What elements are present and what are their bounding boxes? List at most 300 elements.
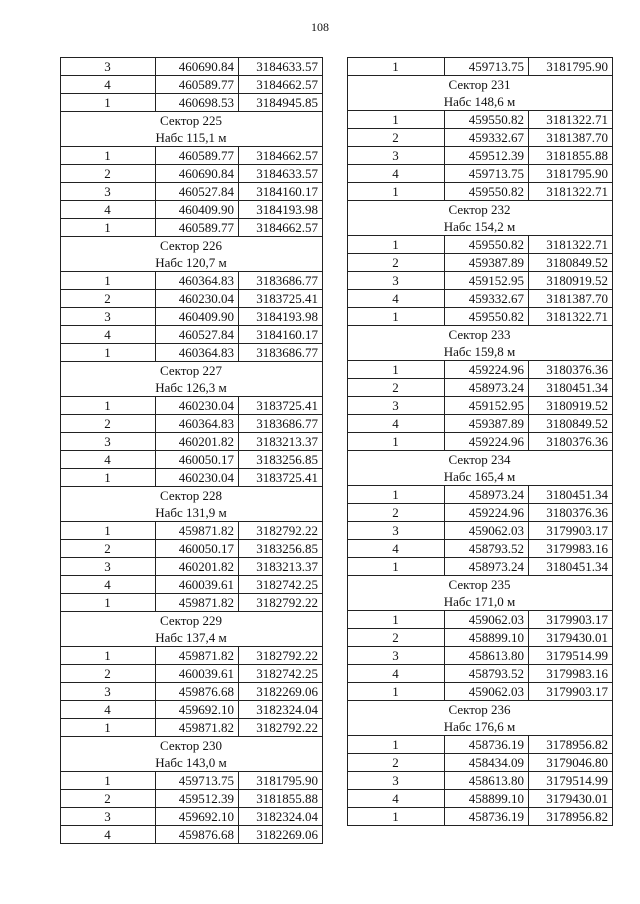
x-coordinate: 459550.82 <box>445 236 529 254</box>
y-coordinate: 3184662.57 <box>239 76 323 94</box>
point-number: 2 <box>61 540 156 558</box>
point-number: 3 <box>348 272 445 290</box>
point-number: 1 <box>348 558 445 576</box>
y-coordinate: 3180376.36 <box>529 504 613 522</box>
x-coordinate: 458613.80 <box>445 772 529 790</box>
point-number: 1 <box>61 522 156 540</box>
sector-title: Сектор 234 <box>348 451 613 469</box>
y-coordinate: 3181795.90 <box>529 165 613 183</box>
table-row <box>61 469 323 487</box>
table-row <box>61 58 323 76</box>
y-coordinate: 3180451.34 <box>529 558 613 576</box>
y-coordinate: 3184662.57 <box>239 219 323 237</box>
x-coordinate: 459550.82 <box>445 111 529 129</box>
table-row <box>61 397 323 415</box>
x-coordinate: 459224.96 <box>445 361 529 379</box>
x-coordinate: 459871.82 <box>156 594 239 612</box>
point-number: 3 <box>348 772 445 790</box>
y-coordinate: 3183725.41 <box>239 290 323 308</box>
point-number: 1 <box>348 808 445 826</box>
point-number: 1 <box>61 344 156 362</box>
y-coordinate: 3179514.99 <box>529 772 613 790</box>
table-row <box>61 76 323 94</box>
y-coordinate: 3183213.37 <box>239 433 323 451</box>
y-coordinate: 3183686.77 <box>239 415 323 433</box>
table-row <box>348 611 613 629</box>
point-number: 1 <box>61 719 156 737</box>
y-coordinate: 3184160.17 <box>239 326 323 344</box>
x-coordinate: 459152.95 <box>445 397 529 415</box>
point-number: 1 <box>348 611 445 629</box>
table-row <box>348 790 613 808</box>
point-number: 2 <box>61 665 156 683</box>
x-coordinate: 458899.10 <box>445 629 529 647</box>
table-row <box>61 558 323 576</box>
sector-title: Сектор 233 <box>348 326 613 344</box>
sector-title: Сектор 229 <box>61 612 323 630</box>
table-row <box>61 272 323 290</box>
y-coordinate: 3179903.17 <box>529 522 613 540</box>
point-number: 2 <box>348 629 445 647</box>
x-coordinate: 460690.84 <box>156 58 239 76</box>
y-coordinate: 3183725.41 <box>239 469 323 487</box>
table-row <box>61 344 323 362</box>
point-number: 1 <box>348 736 445 754</box>
point-number: 4 <box>61 826 156 844</box>
table-row <box>348 754 613 772</box>
y-coordinate: 3184160.17 <box>239 183 323 201</box>
table-row <box>348 165 613 183</box>
point-number: 4 <box>61 326 156 344</box>
table-row <box>61 415 323 433</box>
table-row <box>61 165 323 183</box>
y-coordinate: 3184633.57 <box>239 58 323 76</box>
y-coordinate: 3178956.82 <box>529 808 613 826</box>
table-row <box>348 522 613 540</box>
y-coordinate: 3183256.85 <box>239 451 323 469</box>
table-row <box>348 415 613 433</box>
sector-height: Набс 131,9 м <box>61 504 323 522</box>
y-coordinate: 3183256.85 <box>239 540 323 558</box>
x-coordinate: 459692.10 <box>156 701 239 719</box>
table-row <box>348 308 613 326</box>
sector-height: Набс 126,3 м <box>61 379 323 397</box>
point-number: 1 <box>348 308 445 326</box>
sector-title: Сектор 227 <box>61 362 323 380</box>
y-coordinate: 3181795.90 <box>529 58 613 76</box>
x-coordinate: 459876.68 <box>156 826 239 844</box>
sector-header-row <box>348 326 613 344</box>
table-row <box>61 522 323 540</box>
table-row <box>348 290 613 308</box>
y-coordinate: 3179046.80 <box>529 754 613 772</box>
table-row <box>348 486 613 504</box>
y-coordinate: 3179514.99 <box>529 647 613 665</box>
x-coordinate: 459512.39 <box>156 790 239 808</box>
x-coordinate: 460698.53 <box>156 94 239 112</box>
point-number: 2 <box>348 504 445 522</box>
y-coordinate: 3179983.16 <box>529 665 613 683</box>
sector-header-row <box>348 201 613 219</box>
sector-height-row <box>348 218 613 236</box>
table-row <box>348 665 613 683</box>
table-row <box>348 629 613 647</box>
point-number: 2 <box>348 129 445 147</box>
sector-header-row <box>348 76 613 94</box>
y-coordinate: 3182792.22 <box>239 647 323 665</box>
table-row <box>348 254 613 272</box>
table-row <box>61 183 323 201</box>
x-coordinate: 460527.84 <box>156 326 239 344</box>
x-coordinate: 459062.03 <box>445 522 529 540</box>
sector-height: Набс 159,8 м <box>348 343 613 361</box>
sector-height-row <box>61 379 323 397</box>
x-coordinate: 460589.77 <box>156 76 239 94</box>
y-coordinate: 3181322.71 <box>529 111 613 129</box>
sector-header-row <box>61 737 323 755</box>
point-number: 1 <box>348 486 445 504</box>
point-number: 2 <box>348 754 445 772</box>
x-coordinate: 459224.96 <box>445 504 529 522</box>
table-row <box>348 236 613 254</box>
y-coordinate: 3179983.16 <box>529 540 613 558</box>
x-coordinate: 459152.95 <box>445 272 529 290</box>
point-number: 1 <box>348 361 445 379</box>
table-row <box>61 665 323 683</box>
table-row <box>348 683 613 701</box>
x-coordinate: 459062.03 <box>445 611 529 629</box>
point-number: 1 <box>61 647 156 665</box>
y-coordinate: 3180451.34 <box>529 379 613 397</box>
y-coordinate: 3181322.71 <box>529 183 613 201</box>
y-coordinate: 3182792.22 <box>239 594 323 612</box>
x-coordinate: 458434.09 <box>445 754 529 772</box>
table-row <box>348 183 613 201</box>
page-number: 108 <box>311 20 329 34</box>
table-row <box>61 576 323 594</box>
table-row <box>348 540 613 558</box>
y-coordinate: 3180849.52 <box>529 254 613 272</box>
sector-header-row <box>61 612 323 630</box>
x-coordinate: 459876.68 <box>156 683 239 701</box>
point-number: 2 <box>61 290 156 308</box>
y-coordinate: 3182269.06 <box>239 683 323 701</box>
point-number: 1 <box>61 469 156 487</box>
point-number: 1 <box>61 397 156 415</box>
x-coordinate: 460230.04 <box>156 469 239 487</box>
sector-title: Сектор 230 <box>61 737 323 755</box>
point-number: 3 <box>348 647 445 665</box>
x-coordinate: 460364.83 <box>156 415 239 433</box>
point-number: 4 <box>348 165 445 183</box>
x-coordinate: 458973.24 <box>445 558 529 576</box>
y-coordinate: 3179430.01 <box>529 790 613 808</box>
x-coordinate: 460201.82 <box>156 558 239 576</box>
point-number: 4 <box>348 665 445 683</box>
point-number: 2 <box>61 165 156 183</box>
sector-header-row <box>61 362 323 380</box>
table-row <box>348 111 613 129</box>
table-row <box>348 379 613 397</box>
x-coordinate: 459387.89 <box>445 254 529 272</box>
x-coordinate: 459871.82 <box>156 522 239 540</box>
x-coordinate: 460589.77 <box>156 147 239 165</box>
x-coordinate: 460409.90 <box>156 308 239 326</box>
table-row <box>348 772 613 790</box>
table-row <box>348 504 613 522</box>
point-number: 4 <box>348 290 445 308</box>
y-coordinate: 3178956.82 <box>529 736 613 754</box>
x-coordinate: 458613.80 <box>445 647 529 665</box>
x-coordinate: 459692.10 <box>156 808 239 826</box>
x-coordinate: 460230.04 <box>156 290 239 308</box>
point-number: 3 <box>61 308 156 326</box>
sector-height-row <box>348 468 613 486</box>
x-coordinate: 459713.75 <box>445 165 529 183</box>
y-coordinate: 3182324.04 <box>239 701 323 719</box>
sector-height-row <box>61 129 323 147</box>
y-coordinate: 3183725.41 <box>239 397 323 415</box>
point-number: 1 <box>348 58 445 76</box>
x-coordinate: 459062.03 <box>445 683 529 701</box>
y-coordinate: 3182324.04 <box>239 808 323 826</box>
point-number: 4 <box>61 451 156 469</box>
sector-height: Набс 143,0 м <box>61 754 323 772</box>
table-row <box>61 219 323 237</box>
sector-height: Набс 148,6 м <box>348 93 613 111</box>
point-number: 1 <box>348 183 445 201</box>
y-coordinate: 3181855.88 <box>239 790 323 808</box>
x-coordinate: 460364.83 <box>156 272 239 290</box>
point-number: 3 <box>61 683 156 701</box>
table-row <box>61 808 323 826</box>
sector-title: Сектор 236 <box>348 701 613 719</box>
sector-height: Набс 171,0 м <box>348 593 613 611</box>
point-number: 1 <box>348 433 445 451</box>
table-row <box>61 790 323 808</box>
y-coordinate: 3182742.25 <box>239 576 323 594</box>
sector-height-row <box>61 629 323 647</box>
x-coordinate: 458736.19 <box>445 736 529 754</box>
table-row <box>61 719 323 737</box>
x-coordinate: 459550.82 <box>445 308 529 326</box>
sector-height-row <box>61 754 323 772</box>
x-coordinate: 458973.24 <box>445 379 529 397</box>
x-coordinate: 460364.83 <box>156 344 239 362</box>
y-coordinate: 3184193.98 <box>239 308 323 326</box>
table-row <box>348 647 613 665</box>
point-number: 1 <box>348 683 445 701</box>
point-number: 2 <box>348 254 445 272</box>
sector-height-row <box>348 343 613 361</box>
y-coordinate: 3183686.77 <box>239 344 323 362</box>
x-coordinate: 460039.61 <box>156 665 239 683</box>
point-number: 1 <box>61 594 156 612</box>
x-coordinate: 458793.52 <box>445 665 529 683</box>
y-coordinate: 3180849.52 <box>529 415 613 433</box>
x-coordinate: 459713.75 <box>445 58 529 76</box>
sector-title: Сектор 232 <box>348 201 613 219</box>
table-row <box>61 701 323 719</box>
sector-height: Набс 154,2 м <box>348 218 613 236</box>
y-coordinate: 3182742.25 <box>239 665 323 683</box>
x-coordinate: 460690.84 <box>156 165 239 183</box>
y-coordinate: 3180376.36 <box>529 361 613 379</box>
table-row <box>348 129 613 147</box>
coordinates-table-right <box>347 57 613 826</box>
table-row <box>61 647 323 665</box>
table-row <box>61 433 323 451</box>
sector-height-row <box>61 254 323 272</box>
point-number: 3 <box>61 183 156 201</box>
y-coordinate: 3183213.37 <box>239 558 323 576</box>
x-coordinate: 459512.39 <box>445 147 529 165</box>
table-row <box>61 683 323 701</box>
sector-header-row <box>348 701 613 719</box>
y-coordinate: 3184945.85 <box>239 94 323 112</box>
sector-header-row <box>348 451 613 469</box>
point-number: 2 <box>61 415 156 433</box>
sector-title: Сектор 228 <box>61 487 323 505</box>
x-coordinate: 460409.90 <box>156 201 239 219</box>
y-coordinate: 3181322.71 <box>529 236 613 254</box>
table-row <box>348 808 613 826</box>
point-number: 1 <box>348 111 445 129</box>
x-coordinate: 460050.17 <box>156 540 239 558</box>
table-row <box>61 451 323 469</box>
x-coordinate: 460527.84 <box>156 183 239 201</box>
point-number: 1 <box>61 147 156 165</box>
table-row <box>348 736 613 754</box>
x-coordinate: 459332.67 <box>445 129 529 147</box>
point-number: 4 <box>61 701 156 719</box>
sector-title: Сектор 231 <box>348 76 613 94</box>
point-number: 2 <box>61 790 156 808</box>
point-number: 1 <box>348 236 445 254</box>
y-coordinate: 3182792.22 <box>239 719 323 737</box>
sector-height-row <box>348 593 613 611</box>
y-coordinate: 3181855.88 <box>529 147 613 165</box>
y-coordinate: 3179903.17 <box>529 683 613 701</box>
table-row <box>61 540 323 558</box>
point-number: 1 <box>61 219 156 237</box>
point-number: 1 <box>61 94 156 112</box>
table-row <box>61 308 323 326</box>
y-coordinate: 3180376.36 <box>529 433 613 451</box>
point-number: 1 <box>61 772 156 790</box>
x-coordinate: 458736.19 <box>445 808 529 826</box>
sector-height-row <box>348 718 613 736</box>
sector-height-row <box>61 504 323 522</box>
coordinates-table-left <box>60 57 323 844</box>
y-coordinate: 3182792.22 <box>239 522 323 540</box>
x-coordinate: 460201.82 <box>156 433 239 451</box>
x-coordinate: 459224.96 <box>445 433 529 451</box>
y-coordinate: 3181795.90 <box>239 772 323 790</box>
table-row <box>348 558 613 576</box>
x-coordinate: 460230.04 <box>156 397 239 415</box>
table-row <box>348 361 613 379</box>
table-row <box>61 94 323 112</box>
x-coordinate: 459871.82 <box>156 719 239 737</box>
table-row <box>61 147 323 165</box>
table-row <box>61 594 323 612</box>
sector-header-row <box>348 576 613 594</box>
sector-height-row <box>348 93 613 111</box>
point-number: 3 <box>61 58 156 76</box>
x-coordinate: 460050.17 <box>156 451 239 469</box>
point-number: 3 <box>61 558 156 576</box>
point-number: 3 <box>348 522 445 540</box>
sector-height: Набс 176,6 м <box>348 718 613 736</box>
x-coordinate: 459871.82 <box>156 647 239 665</box>
table-row <box>348 58 613 76</box>
table-row <box>61 826 323 844</box>
x-coordinate: 459387.89 <box>445 415 529 433</box>
point-number: 4 <box>61 201 156 219</box>
x-coordinate: 459713.75 <box>156 772 239 790</box>
x-coordinate: 458793.52 <box>445 540 529 558</box>
x-coordinate: 458899.10 <box>445 790 529 808</box>
sector-height: Набс 120,7 м <box>61 254 323 272</box>
sector-header-row <box>61 487 323 505</box>
table-row <box>348 433 613 451</box>
sector-header-row <box>61 112 323 130</box>
y-coordinate: 3184193.98 <box>239 201 323 219</box>
point-number: 4 <box>348 540 445 558</box>
y-coordinate: 3184633.57 <box>239 165 323 183</box>
point-number: 3 <box>348 147 445 165</box>
table-row <box>61 290 323 308</box>
table-row <box>348 397 613 415</box>
y-coordinate: 3183686.77 <box>239 272 323 290</box>
x-coordinate: 459550.82 <box>445 183 529 201</box>
y-coordinate: 3182269.06 <box>239 826 323 844</box>
table-row <box>348 147 613 165</box>
y-coordinate: 3179903.17 <box>529 611 613 629</box>
x-coordinate: 459332.67 <box>445 290 529 308</box>
sector-height: Набс 115,1 м <box>61 129 323 147</box>
table-row <box>61 201 323 219</box>
sector-title: Сектор 235 <box>348 576 613 594</box>
point-number: 3 <box>61 433 156 451</box>
table-row <box>348 272 613 290</box>
point-number: 3 <box>61 808 156 826</box>
point-number: 3 <box>348 397 445 415</box>
y-coordinate: 3180451.34 <box>529 486 613 504</box>
point-number: 4 <box>61 76 156 94</box>
point-number: 2 <box>348 379 445 397</box>
y-coordinate: 3181387.70 <box>529 129 613 147</box>
y-coordinate: 3181322.71 <box>529 308 613 326</box>
point-number: 4 <box>61 576 156 594</box>
table-row <box>61 772 323 790</box>
sector-height: Набс 165,4 м <box>348 468 613 486</box>
point-number: 4 <box>348 415 445 433</box>
x-coordinate: 458973.24 <box>445 486 529 504</box>
x-coordinate: 460589.77 <box>156 219 239 237</box>
sector-title: Сектор 225 <box>61 112 323 130</box>
y-coordinate: 3181387.70 <box>529 290 613 308</box>
table-row <box>61 326 323 344</box>
y-coordinate: 3179430.01 <box>529 629 613 647</box>
y-coordinate: 3184662.57 <box>239 147 323 165</box>
x-coordinate: 460039.61 <box>156 576 239 594</box>
y-coordinate: 3180919.52 <box>529 397 613 415</box>
y-coordinate: 3180919.52 <box>529 272 613 290</box>
point-number: 1 <box>61 272 156 290</box>
sector-title: Сектор 226 <box>61 237 323 255</box>
